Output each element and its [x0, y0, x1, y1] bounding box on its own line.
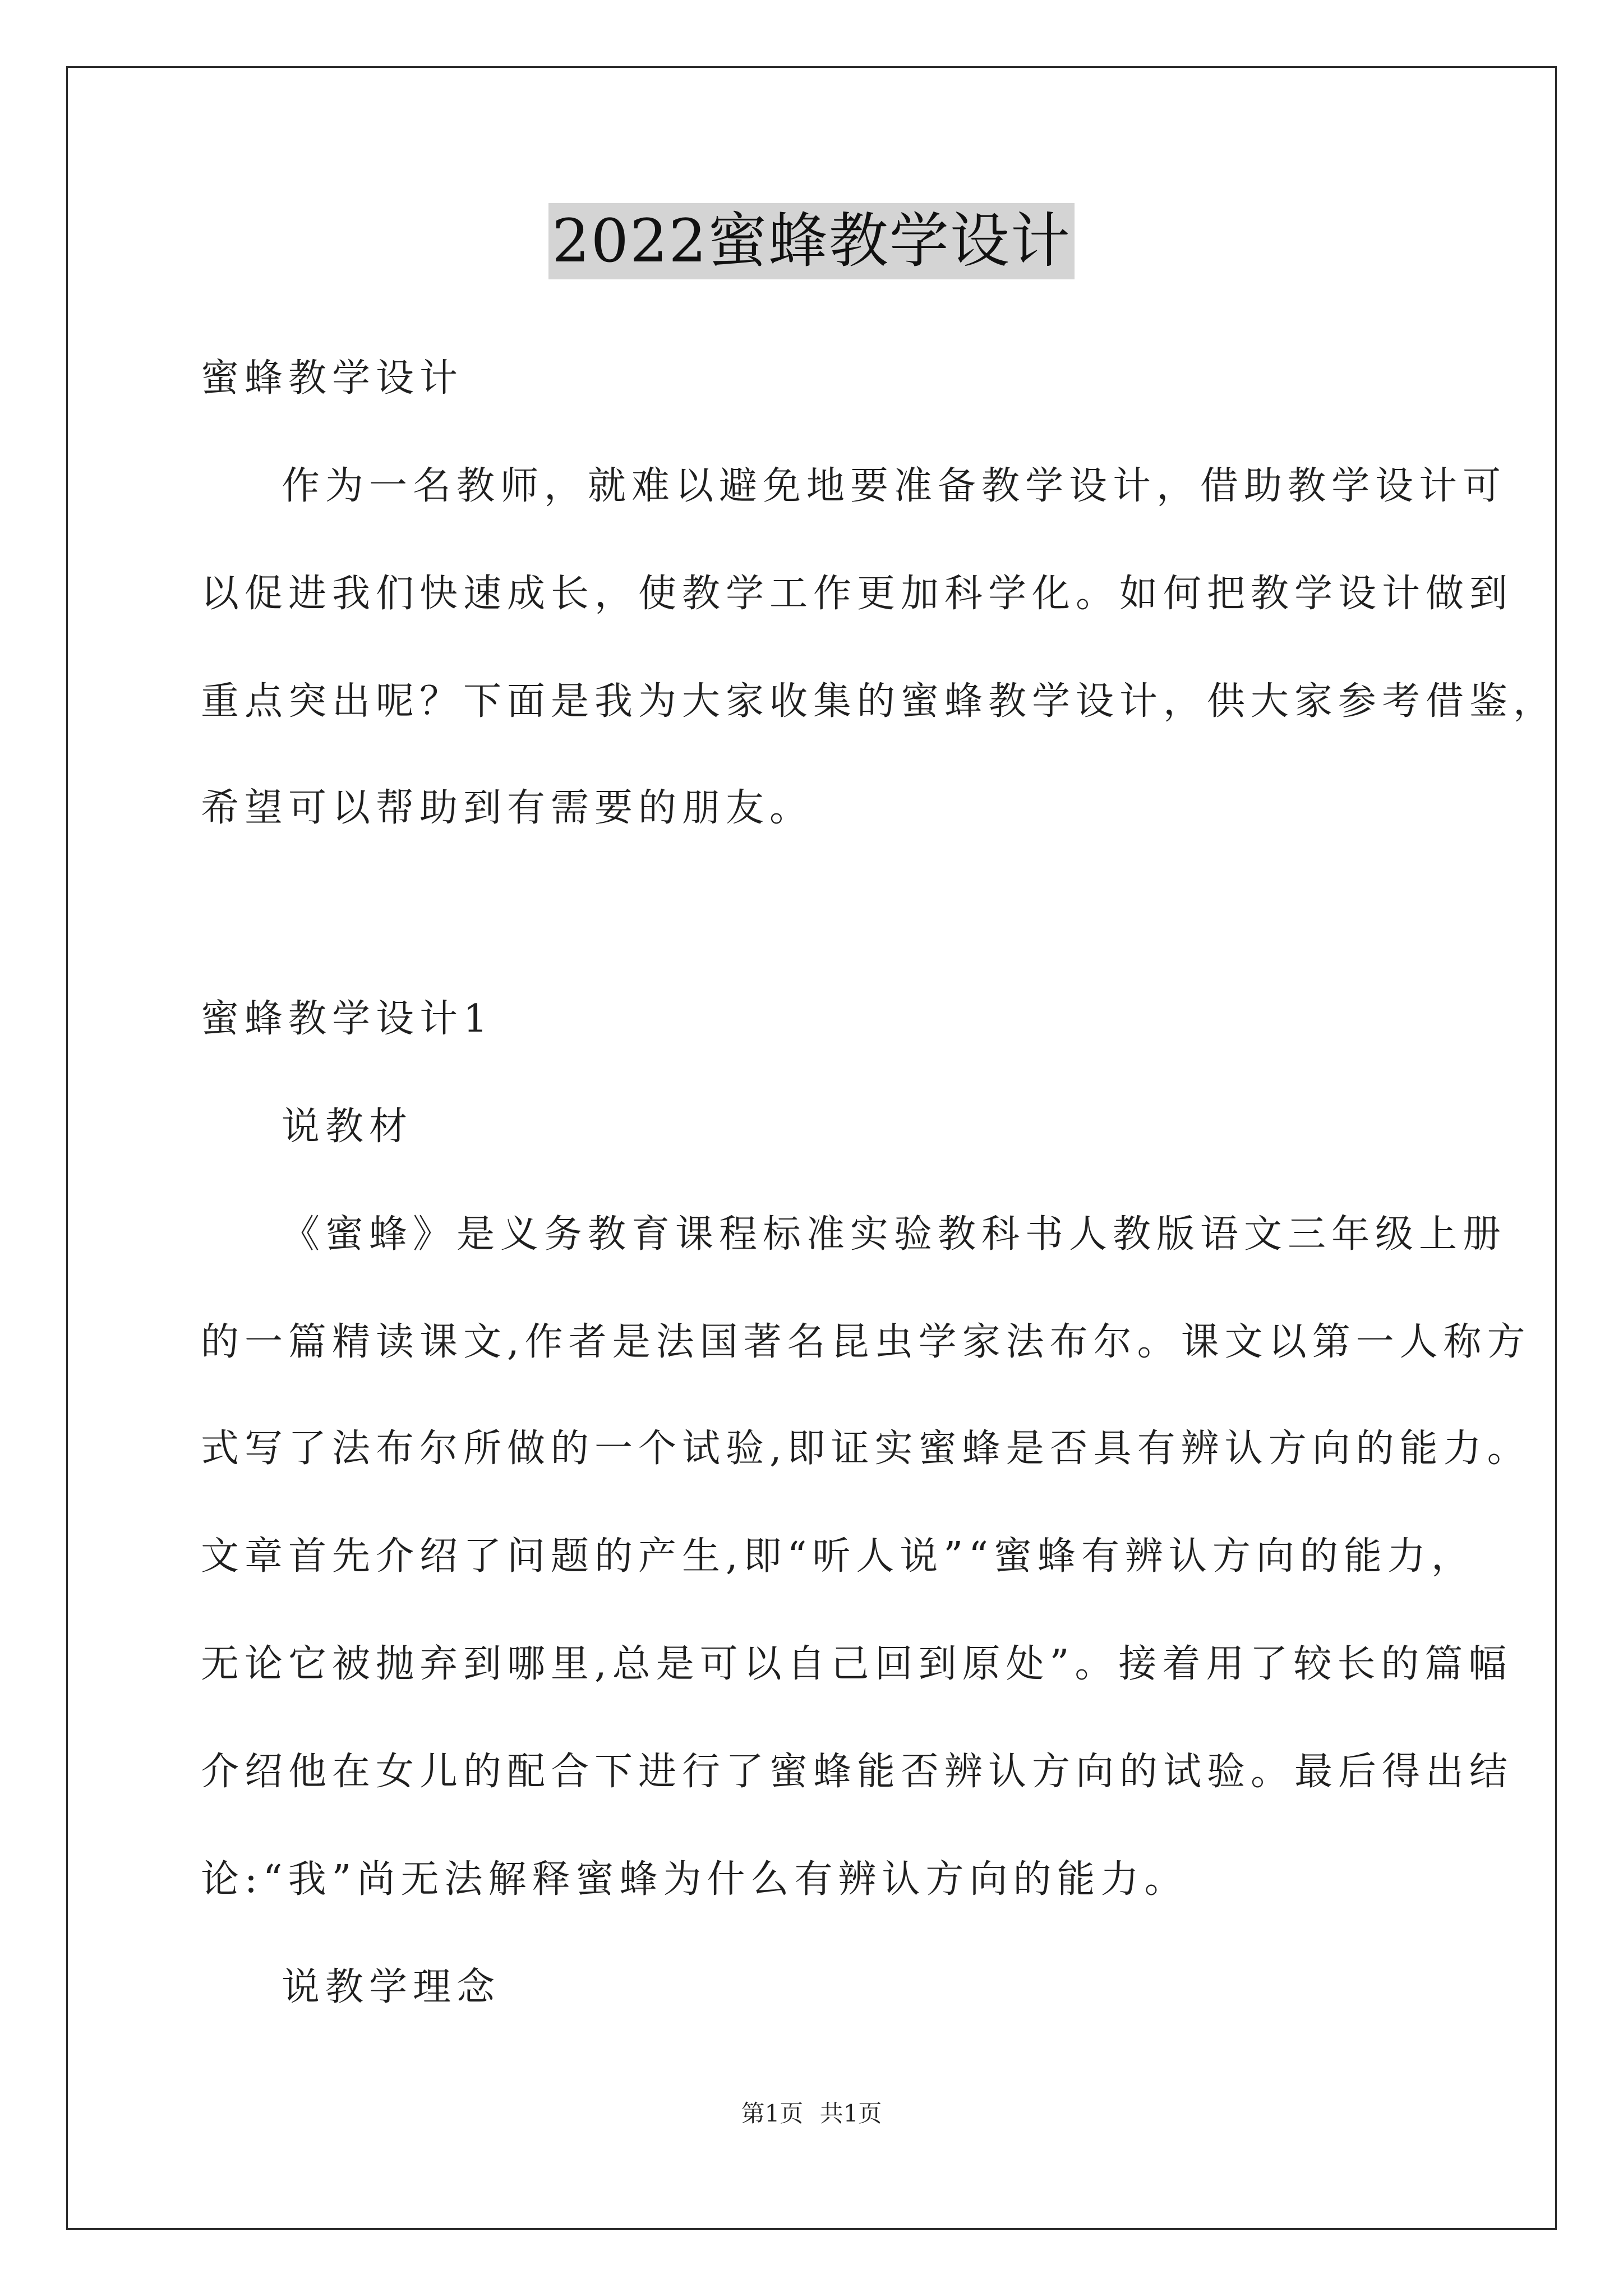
paragraph-line: 介绍他在女儿的配合下进行了蜜蜂能否辨认方向的试验。最后得出结 [201, 1750, 1514, 1794]
paragraph-line: 的一篇精读课文,作者是法国著名昆虫学家法布尔。课文以第一人称方 [201, 1320, 1531, 1364]
paragraph-line: 式写了法布尔所做的一个试验,即证实蜜蜂是否具有辨认方向的能力。 [201, 1427, 1531, 1471]
paragraph-line: 论:“我”尚无法解释蜜蜂为什么有辨认方向的能力。 [201, 1857, 1188, 1902]
subtitle: 蜜蜂教学设计 [201, 356, 464, 401]
section-heading: 蜜蜂教学设计1 [201, 997, 494, 1041]
paragraph-line: 无论它被抛弃到哪里,总是可以自己回到原处”。接着用了较长的篇幅 [201, 1642, 1513, 1686]
page-total: 共1页 [819, 2100, 882, 2127]
paragraph-line: 文章首先介绍了问题的产生,即“听人说”“蜜蜂有辨认方向的能力， [201, 1534, 1475, 1579]
paragraph-line: 以促进我们快速成长，使教学工作更加科学化。如何把教学设计做到 [201, 572, 1514, 616]
subsection-heading: 说教学理念 [282, 1965, 501, 2009]
document-title: 2022蜜蜂教学设计 [548, 203, 1075, 279]
subsection-heading: 说教材 [282, 1105, 413, 1149]
page-footer [0, 2098, 1623, 2129]
page-number: 第1页 [741, 2100, 804, 2127]
paragraph-line: 作为一名教师，就难以避免地要准备教学设计，借助教学设计可 [282, 464, 1507, 508]
paragraph-line: 《蜜蜂》是义务教育课程标准实验教科书人教版语文三年级上册 [282, 1212, 1507, 1257]
title-container [0, 203, 1623, 279]
paragraph-line: 重点突出呢？下面是我为大家收集的蜜蜂教学设计，供大家参考借鉴， [201, 679, 1557, 724]
paragraph-line: 希望可以帮助到有需要的朋友。 [201, 786, 814, 830]
